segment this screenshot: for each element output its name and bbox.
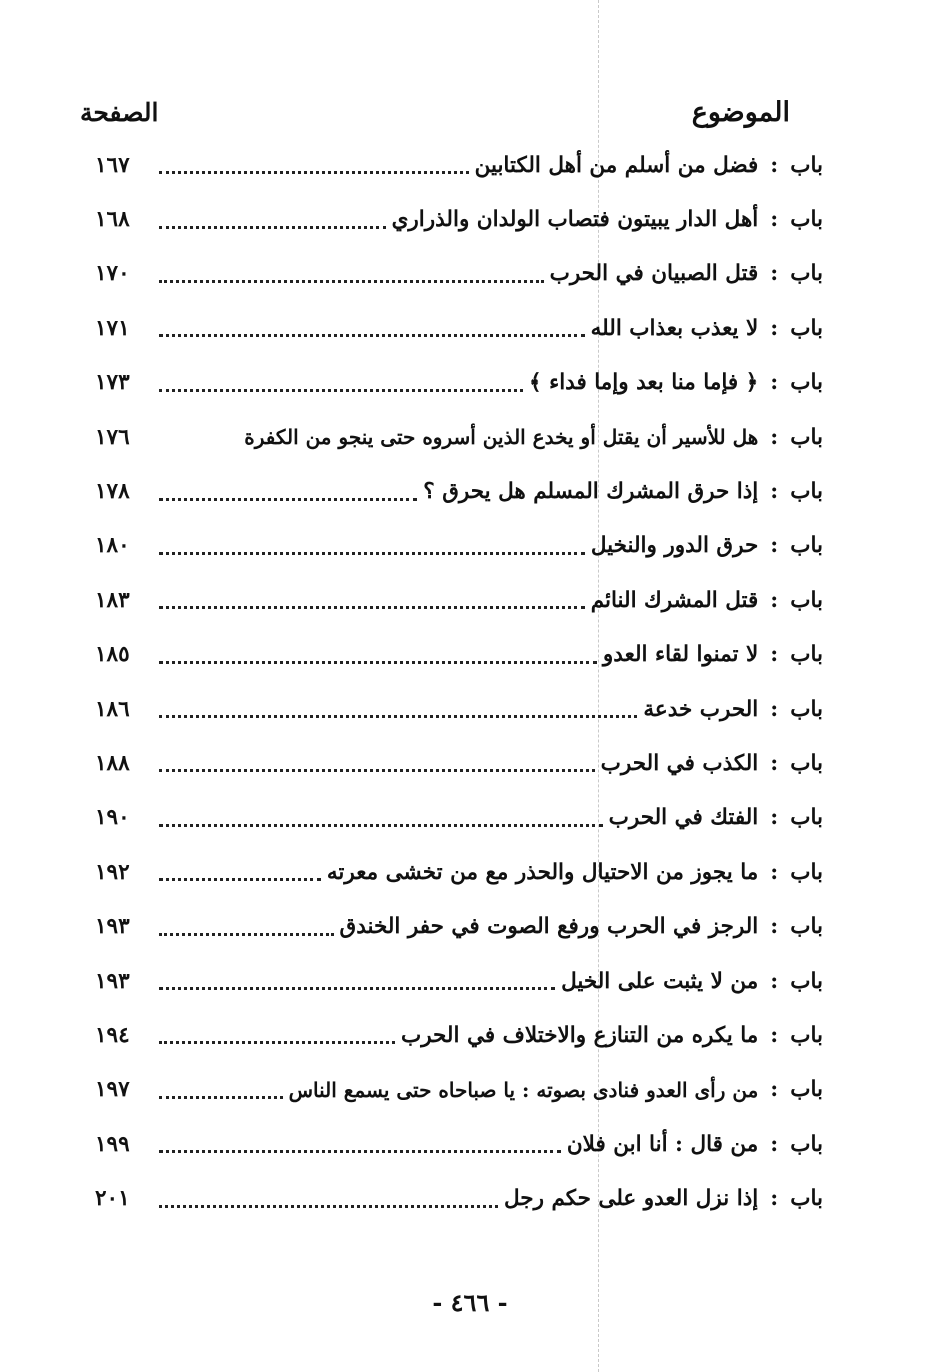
entry-separator: : (770, 1077, 779, 1103)
entry-keyword: باب (790, 914, 823, 940)
entry-title: من قال : أنا ابن فلان (566, 1131, 759, 1157)
entry-keyword: باب (790, 1077, 823, 1103)
entry-separator: : (770, 370, 779, 396)
entry-page-number: ١٩٢ (95, 859, 130, 885)
entry-separator: : (770, 1131, 779, 1157)
entry-separator: : (770, 914, 779, 940)
entry-title: إذا حرق المشرك المسلم هل يحرق ؟ (423, 479, 759, 505)
index-entry (95, 954, 823, 1008)
entry-separator: : (770, 207, 779, 233)
entry-page-number: ١٨٥ (95, 642, 130, 668)
index-entry (95, 1063, 823, 1117)
entry-separator: : (770, 152, 779, 178)
entry-title: فضل من أسلم من أهل الكتابين (474, 152, 759, 178)
dot-leader (159, 986, 555, 990)
index-entry (95, 464, 823, 518)
dot-leader (159, 1149, 561, 1153)
entry-separator: : (770, 968, 779, 994)
entry-separator: : (770, 424, 779, 450)
page-number-footer: - ٤٦٦ - (432, 1288, 508, 1317)
dot-leader (159, 497, 417, 501)
entry-keyword: باب (790, 642, 823, 668)
entry-keyword: باب (790, 261, 823, 287)
entry-keyword: باب (790, 1186, 823, 1212)
index-entry (95, 736, 823, 790)
topic-column-header: الموضوع (691, 96, 790, 128)
entry-title: ما يكره من التنازع والاختلاف في الحرب (400, 1022, 759, 1048)
index-entry (95, 192, 823, 246)
entry-separator: : (770, 1022, 779, 1048)
dot-leader (159, 388, 523, 392)
entry-page-number: ١٩٩ (95, 1131, 130, 1157)
entry-page-number: ١٧١ (95, 315, 130, 341)
entry-title: هل للأسير أن يقتل أو يخدع الذين أسروه حتى ينجو من الكفرة (244, 425, 759, 450)
dot-leader (159, 551, 585, 555)
dot-leader (159, 714, 637, 718)
index-entry (95, 356, 823, 410)
entry-keyword: باب (790, 533, 823, 559)
index-entry (95, 1171, 823, 1225)
index-entries (95, 138, 823, 1226)
entry-title: من لا يثبت على الخيل (561, 968, 759, 994)
entry-title: قتل الصبيان في الحرب (549, 261, 759, 287)
entry-separator: : (770, 859, 779, 885)
dot-leader (159, 768, 595, 772)
entry-keyword: باب (790, 968, 823, 994)
entry-keyword: باب (790, 587, 823, 613)
entry-title: من رأى العدو فنادى بصوته : يا صباحاه حتى يسمع الناس (288, 1077, 759, 1102)
entry-separator: : (770, 261, 779, 287)
entry-page-number: ١٨٣ (95, 587, 130, 613)
entry-page-number: ١٧٠ (95, 261, 130, 287)
entry-page-number: ١٩٧ (95, 1077, 130, 1103)
entry-keyword: باب (790, 1131, 823, 1157)
dot-leader (159, 170, 469, 174)
entry-keyword: باب (790, 315, 823, 341)
dot-leader (159, 225, 386, 229)
entry-separator: : (770, 642, 779, 668)
entry-keyword: باب (790, 805, 823, 831)
entry-title: الرجز في الحرب ورفع الصوت في حفر الخندق (339, 914, 759, 940)
index-entry (95, 682, 823, 736)
entry-title: حرق الدور والنخيل (590, 533, 759, 559)
entry-title: ﴿ فإما منا بعد وإما فداء ﴾ (529, 370, 759, 396)
index-entry (95, 301, 823, 355)
dot-leader (159, 605, 585, 609)
index-entry (95, 410, 823, 464)
entry-title: لا يعذب بعذاب الله (590, 315, 759, 341)
entry-keyword: باب (790, 370, 823, 396)
entry-page-number: ١٧٨ (95, 479, 130, 505)
index-entry (95, 1117, 823, 1171)
entry-separator: : (770, 696, 779, 722)
index-entry (95, 519, 823, 573)
entry-page-number: ١٨٠ (95, 533, 130, 559)
entry-separator: : (770, 479, 779, 505)
entry-page-number: ١٧٦ (95, 424, 130, 450)
dot-leader (159, 932, 334, 936)
index-entry (95, 628, 823, 682)
index-entry (95, 1008, 823, 1062)
entry-title: قتل المشرك النائم (590, 587, 759, 613)
dot-leader (159, 1095, 283, 1099)
index-entry (95, 899, 823, 953)
entry-title: أهل الدار يبيتون فتصاب الولدان والذراري (391, 207, 759, 233)
dot-leader (159, 279, 544, 283)
entry-page-number: ١٨٦ (95, 696, 130, 722)
entry-keyword: باب (790, 696, 823, 722)
entry-page-number: ١٩٣ (95, 968, 130, 994)
table-header (80, 90, 790, 134)
entry-keyword: باب (790, 859, 823, 885)
index-entry (95, 791, 823, 845)
index-entry (95, 845, 823, 899)
entry-page-number: ١٩٠ (95, 805, 130, 831)
entry-page-number: ١٦٨ (95, 207, 130, 233)
entry-page-number: ٢٠١ (95, 1186, 130, 1212)
entry-keyword: باب (790, 750, 823, 776)
entry-title: الحرب خدعة (643, 696, 759, 722)
entry-title: الكذب في الحرب (600, 750, 759, 776)
entry-keyword: باب (790, 152, 823, 178)
index-entry (95, 573, 823, 627)
dot-leader (159, 823, 603, 827)
entry-page-number: ١٩٤ (95, 1022, 130, 1048)
entry-separator: : (770, 1186, 779, 1212)
dot-leader (159, 444, 238, 445)
entry-title: ما يجوز من الاحتيال والحذر مع من تخشى معرته (326, 859, 759, 885)
dot-leader (159, 333, 585, 337)
entry-title: الفتك في الحرب (608, 805, 759, 831)
entry-page-number: ١٩٣ (95, 914, 130, 940)
entry-separator: : (770, 805, 779, 831)
entry-title: لا تمنوا لقاء العدو (602, 642, 759, 668)
entry-page-number: ١٨٨ (95, 750, 130, 776)
entry-page-number: ١٧٣ (95, 370, 130, 396)
entry-keyword: باب (790, 1022, 823, 1048)
entry-separator: : (770, 587, 779, 613)
index-entry (95, 138, 823, 192)
page-column-header: الصفحة (80, 97, 159, 127)
entry-title: إذا نزل العدو على حكم رجل (504, 1186, 759, 1212)
entry-keyword: باب (790, 479, 823, 505)
dot-leader (159, 877, 321, 881)
dot-leader (159, 1040, 395, 1044)
index-entry (95, 247, 823, 301)
entry-page-number: ١٦٧ (95, 152, 130, 178)
entry-separator: : (770, 533, 779, 559)
dot-leader (159, 1204, 498, 1208)
entry-keyword: باب (790, 424, 823, 450)
dot-leader (159, 660, 597, 664)
entry-keyword: باب (790, 207, 823, 233)
entry-separator: : (770, 315, 779, 341)
entry-separator: : (770, 750, 779, 776)
